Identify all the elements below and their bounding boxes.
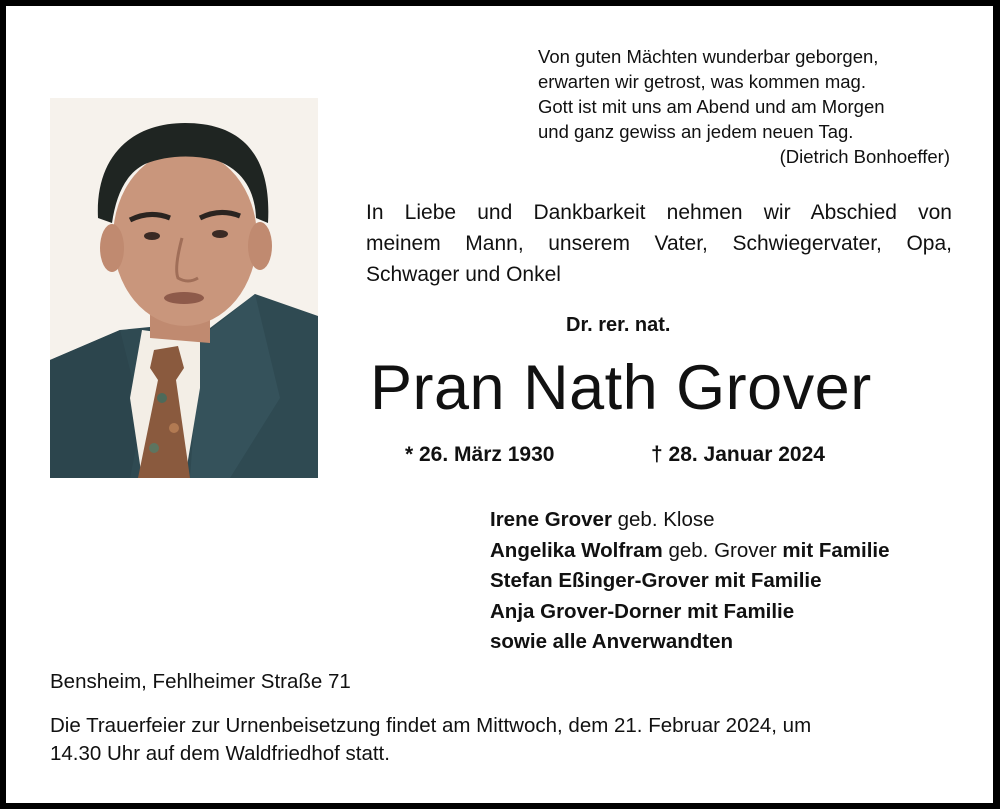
- poem-line: erwarten wir getrost, was kommen mag.: [538, 71, 866, 92]
- poem-line: Gott ist mit uns am Abend und am Morgen: [538, 96, 885, 117]
- funeral-service-info: [50, 712, 955, 768]
- intro-line: In Liebe und Dankbarkeit nehmen wir Abschied von: [366, 201, 952, 224]
- farewell-intro: [366, 197, 952, 290]
- birth-date: * 26. März 1930: [405, 443, 555, 466]
- mourner-name: Stefan Eßinger-Grover mit Familie: [490, 569, 822, 592]
- poem-author: (Dietrich Bonhoeffer): [779, 146, 950, 167]
- poem-line: und ganz gewiss an jedem neuen Tag.: [538, 121, 854, 142]
- death-date: † 28. Januar 2024: [651, 443, 825, 466]
- mourner-line: [490, 597, 890, 628]
- mourners-list: [490, 505, 890, 658]
- mourner-maiden-name: geb. Klose: [611, 508, 715, 531]
- mourner-line: [490, 536, 890, 567]
- mourner-maiden-name: geb. Grover: [662, 538, 777, 562]
- mourner-name: Irene Grover: [490, 508, 612, 531]
- mourner-line: [490, 505, 890, 536]
- service-line: 14.30 Uhr auf dem Waldfriedhof statt.: [50, 742, 390, 765]
- poem-line: Von guten Mächten wunderbar geborgen,: [538, 46, 879, 67]
- intro-line: meinem Mann, unserem Vater, Schwiegervater, Opa,: [366, 232, 952, 255]
- poem-quote: [538, 44, 950, 169]
- deceased-name: Pran Nath Grover: [370, 353, 872, 423]
- family-address: Bensheim, Fehlheimer Straße 71: [50, 670, 351, 693]
- intro-line: Schwager und Onkel: [366, 263, 561, 286]
- mourner-name: Angelika Wolfram: [490, 538, 663, 562]
- mourner-line: [490, 566, 890, 597]
- service-line: Die Trauerfeier zur Urnenbeisetzung findet am Mittwoch, dem 21. Februar 2024, um: [50, 714, 812, 737]
- mourner-relatives: sowie alle Anverwandten: [490, 630, 734, 653]
- mourner-family-suffix: mit Familie: [776, 538, 890, 562]
- portrait-photo: [50, 98, 318, 478]
- portrait-image: [50, 98, 318, 478]
- academic-title: Dr. rer. nat.: [566, 314, 671, 336]
- mourner-line: [490, 627, 890, 658]
- mourner-name: Anja Grover-Dorner mit Familie: [490, 599, 795, 623]
